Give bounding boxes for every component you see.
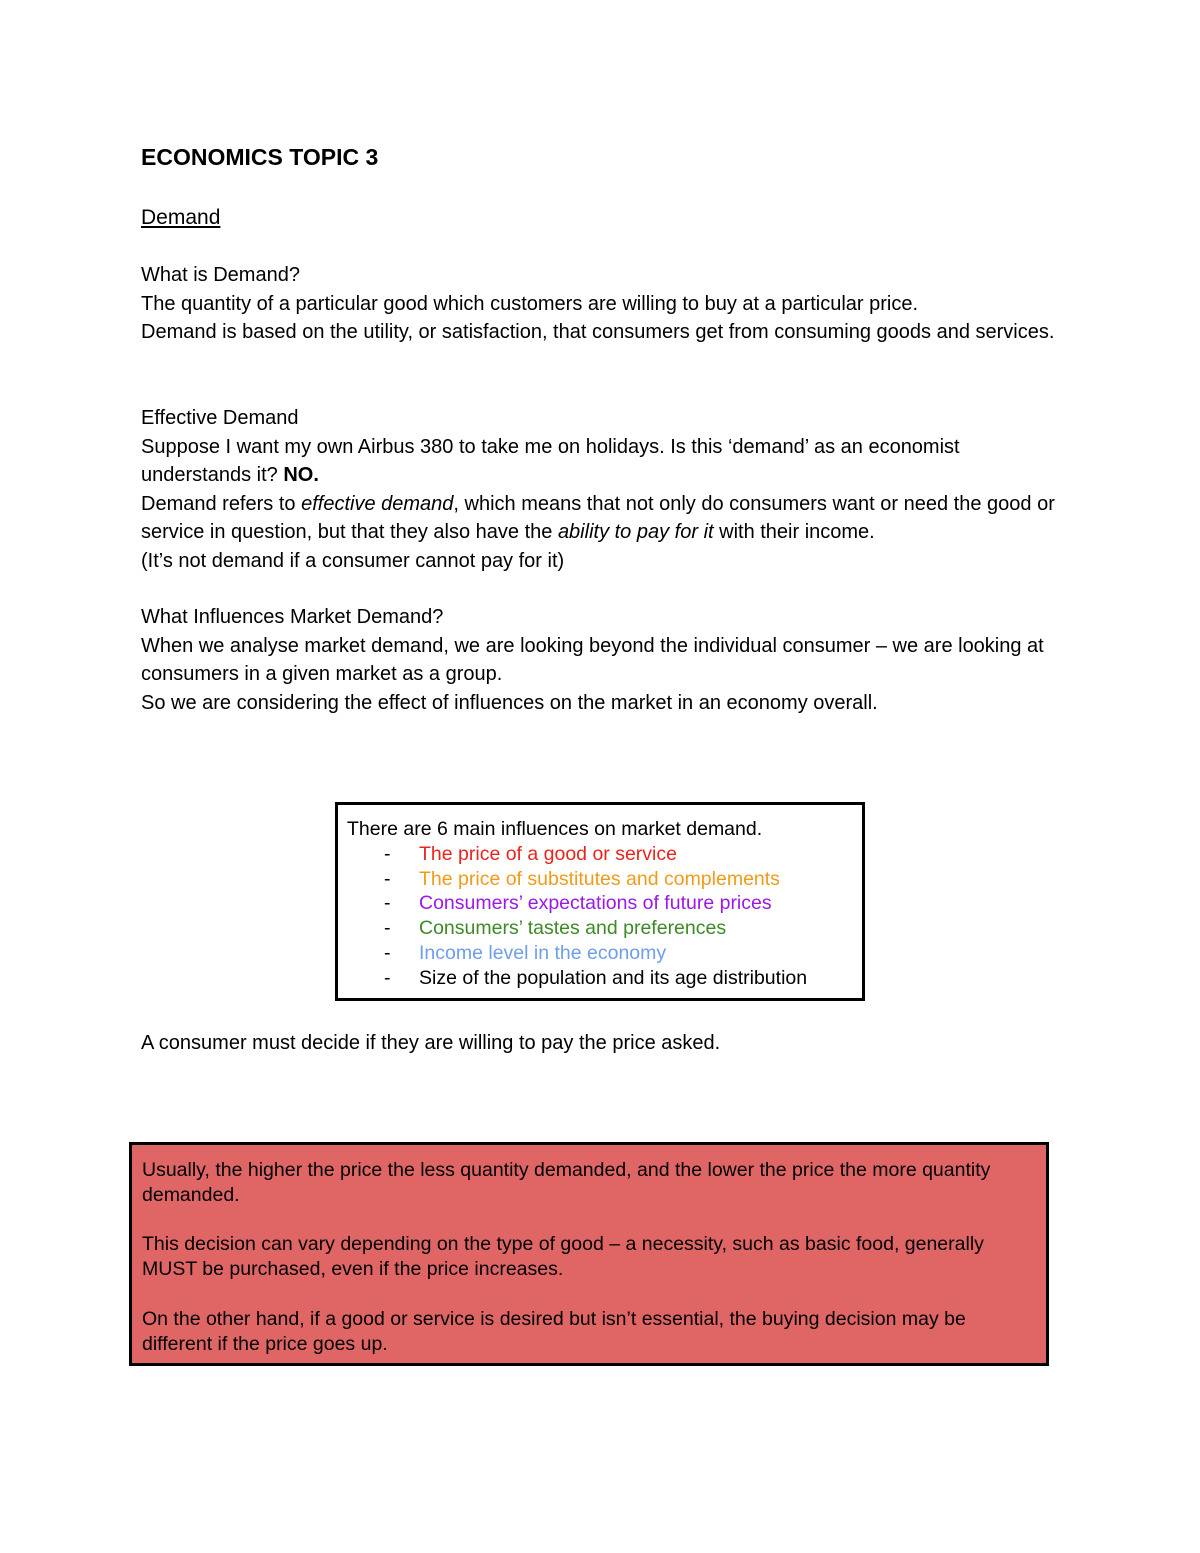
ability-to-pay-term: ability to pay for it [557, 521, 714, 543]
market-demand-line2: So we are considering the effect of influences on the market in an economy overall. [141, 691, 878, 714]
consumer-decision-text: A consumer must decide if they are willing to pay the price asked. [141, 1032, 721, 1054]
list-dash: - [384, 941, 391, 964]
effective-demand-text1 [141, 433, 1071, 490]
influence-item [347, 891, 807, 916]
influence-item-label: Size of the population and its age distribution [419, 966, 808, 989]
list-dash: - [384, 966, 391, 989]
effective-demand-text2-c: with their income. [713, 521, 875, 543]
market-demand-question: What Influences Market Demand? [141, 606, 444, 628]
what-is-demand-section [141, 261, 1071, 347]
influences-box [335, 802, 865, 1001]
market-demand-section [141, 603, 1071, 717]
influence-item [347, 966, 807, 991]
market-demand-line1: When we analyse market demand, we are looking beyond the individual consumer – we are looking at consumers in a given market as a group. [141, 634, 1044, 685]
influence-item-label: Income level in the economy [419, 941, 667, 964]
effective-demand-term: effective demand [301, 492, 454, 515]
influence-item-label: The price of substitutes and complements [419, 867, 780, 890]
list-dash: - [384, 867, 391, 890]
influences-list [347, 842, 807, 991]
effective-demand-text2-b: , which means that not only do consumers want or need the good or service in question, but that they also have the [141, 492, 1055, 543]
influence-item [347, 842, 807, 867]
price-effect-box [129, 1142, 1049, 1366]
influence-item-label: Consumers’ expectations of future prices [419, 892, 772, 915]
effective-demand-question-text: Suppose I want my own Airbus 380 to take me on holidays. Is this ‘demand’ as an economist understands it? [141, 435, 960, 486]
effective-demand-text3: (It’s not demand if a consumer cannot pay for it) [141, 549, 565, 572]
section-heading-demand: Demand [141, 206, 221, 229]
price-effect-box-content [142, 1158, 1032, 1381]
price-effect-para3: On the other hand, if a good or service is desired but isn’t essential, the buying decision may be different if the price goes up. [142, 1307, 966, 1355]
influences-box-content [347, 817, 807, 991]
what-is-demand-question: What is Demand? [141, 264, 300, 286]
influence-item [347, 941, 807, 966]
effective-demand-text2-a: Demand refers to [141, 492, 302, 515]
influences-intro: There are 6 main influences on market demand. [347, 818, 763, 840]
document-title: ECONOMICS TOPIC 3 [141, 144, 379, 170]
influence-item [347, 916, 807, 941]
effective-demand-heading: Effective Demand [141, 407, 299, 429]
list-dash: - [384, 917, 391, 940]
influence-item [347, 867, 807, 892]
what-is-demand-line2: Demand is based on the utility, or satisfaction, that consumers get from consuming goods and services. [141, 321, 1055, 343]
list-dash: - [384, 842, 391, 865]
influence-item-label: The price of a good or service [419, 842, 677, 865]
effective-demand-answer: NO. [283, 464, 319, 486]
list-dash: - [384, 892, 391, 915]
price-effect-para1: Usually, the higher the price the less quantity demanded, and the lower the price the more quantity demanded. [142, 1159, 991, 1206]
effective-demand-text2 [141, 490, 1071, 547]
price-effect-para2: This decision can vary depending on the type of good – a necessity, such as basic food, generally MUST be purchased, even if the price increases. [142, 1233, 984, 1281]
influence-item-label: Consumers’ tastes and preferences [419, 917, 727, 940]
effective-demand-section [141, 404, 1071, 575]
what-is-demand-line1: The quantity of a particular good which customers are willing to buy at a particular price. [141, 292, 919, 315]
